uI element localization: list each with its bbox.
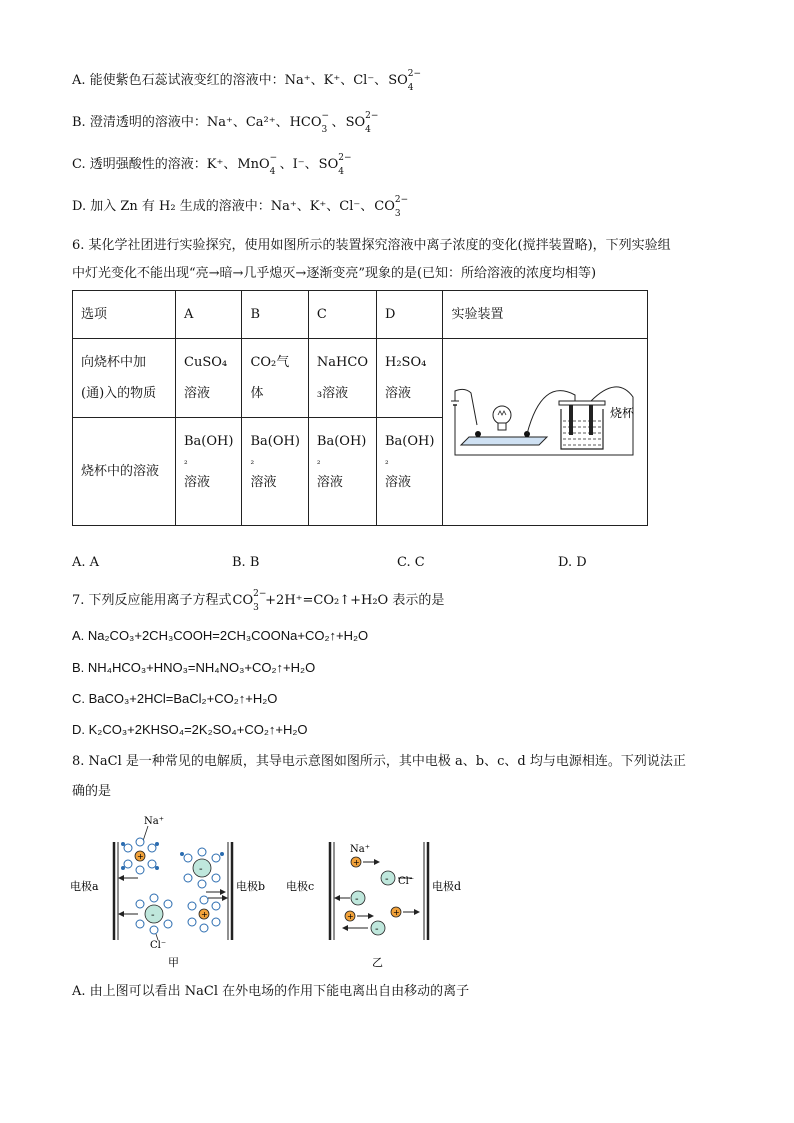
q7-option-d: D. K₂CO₃+2KHSO₄=2K₂SO₄+CO₂↑+H₂O [72,722,308,737]
hydrated-chloride-ion-2 [118,894,172,951]
q5-option-b-text: B. 澄清透明的溶液中： [72,115,207,130]
row2-label: 烧杯中的溶液 [73,418,176,526]
q6-choice-d[interactable]: D. D [558,555,587,570]
q8-stem-line1: 8. NaCl 是一种常见的电解质，其导电示意图如图所示，其中电极 a、b、c、d 均与电源相连。下列说法正 [72,754,686,769]
q6-table [72,290,648,526]
q6-stem-line1: 6. 某化学社团进行实验探究，使用如图所示的装置探究溶液中离子浓度的变化(搅拌装置略)，下列实验组 [72,238,671,253]
base-board [461,437,547,445]
q5-option-c-text: C. 透明强酸性的溶液： [72,157,207,172]
q7-stem: 7. 下列反应能用离子方程式CO 2− 3 +2H⁺=CO₂↑+H₂O 表示的是 [72,589,445,613]
svg-text:+: + [137,852,144,861]
bicarbonate-ion: HCO − 3 [289,111,330,135]
q5-option-b: B. 澄清透明的溶液中：Na⁺、Ca²⁺、HCO − 3 、SO 2− 4 [72,111,379,135]
table-header-b: B [242,291,308,339]
electrode-left [569,405,573,435]
caption-jia: 甲 [168,956,179,969]
sulfate-ion: SO 2− 4 [318,153,352,177]
electrode-a-label: 电极a [70,880,99,893]
table-header-option: 选项 [73,291,176,339]
carbonate-ion: CO 2− 3 [374,195,409,219]
row1-label: 向烧杯中加 (通)入的物质 [73,339,176,418]
q5-option-a [72,69,422,93]
row2-cell-b: Ba(OH) ₂ 溶液 [242,418,308,526]
q5-option-a-text: A. 能使紫色石蕊试液变红的溶液中： [72,73,285,88]
conductivity-apparatus-diagram [447,381,643,471]
table-header-d: D [376,291,442,339]
q7-option-b: B. NH₄HCO₃+HNO₃=NH₄NO₃+CO₂↑+H₂O [72,660,316,675]
svg-text:-: - [375,924,379,935]
svg-text:Na⁺: Na⁺ [144,816,164,827]
beaker-label: 烧杯 [610,406,635,420]
q8-option-a: A. 由上图可以看出 NaCl 在外电场的作用下能电离出自由移动的离子 [72,984,470,999]
row1-cell-b: CO₂气 体 [242,339,308,418]
q5-option-c: C. 透明强酸性的溶液：K⁺、MnO − 4 、I⁻、SO 2− 4 [72,153,352,177]
q6-choice-c[interactable]: C. C [397,555,425,570]
electrode-right [589,405,593,435]
row1-cell-c: NaHCO ₃溶液 [308,339,376,418]
carbonate-ion: CO 2− 3 [232,589,267,613]
q7-option-a: A. Na₂CO₃+2CH₃COOH=2CH₃COONa+CO₂↑+H₂O [72,628,369,643]
row2-cell-c: Ba(OH) ₂ 溶液 [308,418,376,526]
q7-option-c: C. BaCO₃+2HCl=BaCl₂+CO₂↑+H₂O [72,691,278,706]
q5-option-a-ions: Na⁺、K⁺、Cl⁻、 [284,73,388,88]
wire-left [455,389,477,425]
bulb-socket [498,423,506,430]
permanganate-ion: MnO − 4 [237,153,278,177]
caption-yi: 乙 [372,956,383,969]
electrode-c-label: 电极c [286,880,315,893]
svg-text:Na⁺: Na⁺ [350,844,370,855]
table-header-apparatus: 实验装置 [443,291,648,339]
hydrated-chloride-ion [180,848,226,895]
table-header-a: A [176,291,242,339]
row1-cell-a: CuSO₄ 溶液 [176,339,242,418]
sulfate-ion: SO 2− 4 [388,69,422,93]
q5-option-d-text: D. 加入 Zn 有 H₂ 生成的溶液中： [72,199,271,214]
svg-text:+: + [201,910,208,919]
electrode-b-label: 电极b [236,880,266,893]
q5-option-d: D. 加入 Zn 有 H₂ 生成的溶液中：Na⁺、K⁺、Cl⁻、CO 2− 3 [72,195,409,219]
table-header-c: C [308,291,376,339]
svg-text:-: - [199,864,203,875]
q6-choice-b[interactable]: B. B [232,555,260,570]
q6-choices [72,555,632,573]
beaker [561,409,603,449]
solution-level-lines [563,421,601,445]
row2-cell-a: Ba(OH) ₂ 溶液 [176,418,242,526]
wire-middle [527,391,575,434]
row2-cell-d: Ba(OH) ₂ 溶液 [376,418,442,526]
hydrated-sodium-ion-2 [188,895,228,932]
nacl-conductivity-diagram [68,812,488,972]
svg-text:+: + [393,908,400,917]
row1-cell-d: H₂SO₄ 溶液 [376,339,442,418]
svg-text:-: - [151,910,155,921]
svg-text:+: + [353,858,360,867]
q6-choice-a[interactable]: A. A [72,555,100,570]
svg-text:-: - [385,874,389,885]
q8-stem-line2: 确的是 [72,784,112,799]
hydrated-sodium-ion [118,816,164,881]
electrode-holder [559,401,605,405]
svg-text:Cl⁻: Cl⁻ [150,940,167,951]
sulfate-ion: SO 2− 4 [345,111,379,135]
free-ions [334,844,420,935]
svg-text:Cl⁻: Cl⁻ [398,876,415,887]
svg-text:-: - [355,894,359,905]
q6-stem-line2: 中灯光变化不能出现“亮→暗→几乎熄灭→逐渐变亮”现象的是(已知：所给溶液的浓度均相等) [72,266,597,281]
terminal-left [475,431,481,437]
electrode-d-label: 电极d [432,880,462,893]
apparatus-cell [443,339,648,526]
svg-text:+: + [347,912,354,921]
